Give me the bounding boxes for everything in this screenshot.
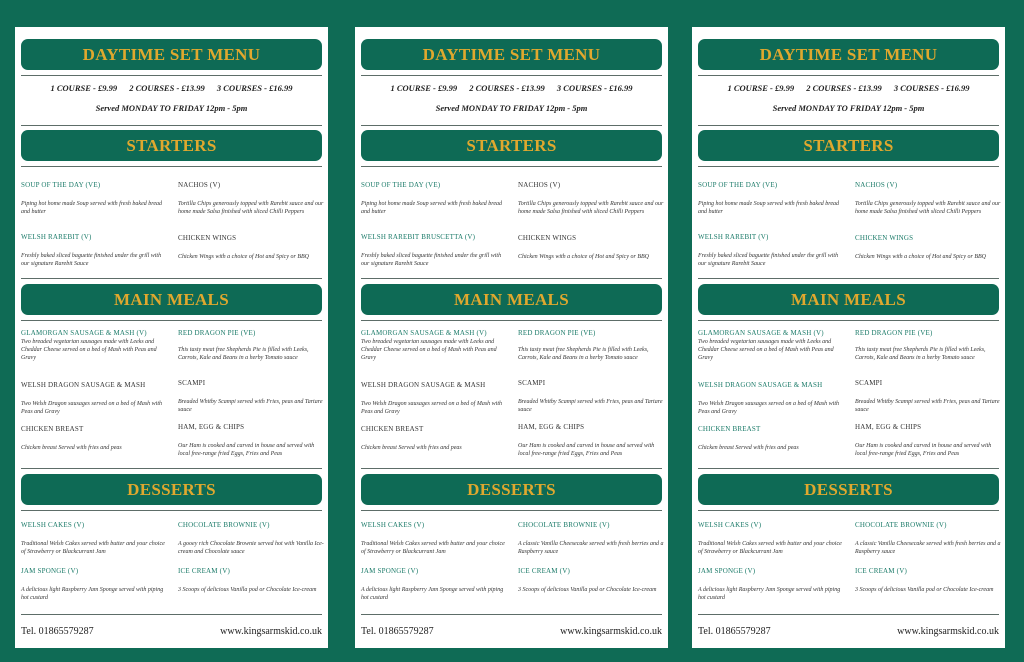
menu-item <box>21 567 169 602</box>
price-list <box>361 83 662 93</box>
menu-item <box>518 567 666 594</box>
divider <box>21 468 322 469</box>
item-description: Chicken Wings with a choice of Hot and Spicy or BBQ <box>518 254 649 260</box>
main-meals-banner: MAIN MEALS <box>698 284 999 315</box>
item-description: Tortilla Chips generously topped with Rarebit sauce and our home made Salsa finished with sliced Chilli Peppers <box>518 201 664 215</box>
item-description: 3 Scoops of delicious Vanilla pod or Chocolate Ice-cream <box>518 587 657 593</box>
item-name: WELSH RAREBIT (V) <box>698 233 769 241</box>
divider <box>361 614 662 615</box>
item-name: GLAMORGAN SAUSAGE & MASH (V) <box>361 329 487 337</box>
price-3-courses: 3 COURSES - £16.99 <box>216 83 293 93</box>
item-description: Freshly baked sliced baguette finished under the grill with our signature Rarebit Sauce <box>698 253 839 267</box>
menu-item <box>855 379 1003 414</box>
item-description: A classic Vanilla Cheesecake served with fresh berries and a Raspberry sauce <box>855 541 1001 555</box>
served-hours: Served MONDAY TO FRIDAY 12pm - 5pm <box>435 103 588 113</box>
divider <box>361 320 662 321</box>
item-name: JAM SPONGE (V) <box>361 567 419 575</box>
item-description: Traditional Welsh Cakes served with butter and your choice of Strawberry or Blackcurrant Jam <box>21 541 165 555</box>
item-description: Chicken breast Served with fries and peas <box>21 445 122 451</box>
item-description: Two Welsh Dragon sausages served on a bed of Mash with Peas and Gravy <box>361 401 502 415</box>
desserts-banner: DESSERTS <box>21 474 322 505</box>
menu-item <box>361 521 509 556</box>
menu-item <box>518 379 666 414</box>
menu-item <box>21 233 169 268</box>
item-description: Two Welsh Dragon sausages served on a bed of Mash with Peas and Gravy <box>698 401 839 415</box>
item-description: Tortilla Chips generously topped with Rarebit sauce and our home made Salsa finished with sliced Chilli Peppers <box>178 201 324 215</box>
divider <box>698 614 999 615</box>
menu-item <box>361 181 509 216</box>
item-description: A delicious light Raspberry Jam Sponge served with piping hot custard <box>361 587 504 601</box>
item-name: SOUP OF THE DAY (VE) <box>698 181 778 189</box>
menu-item <box>855 181 1003 216</box>
footer-phone: Tel. 01865579287 <box>698 626 771 637</box>
item-name: WELSH RAREBIT BRUSCETTA (V) <box>361 233 476 241</box>
price-2-courses: 2 COURSES - £13.99 <box>806 83 882 93</box>
desserts-banner: DESSERTS <box>698 474 999 505</box>
menu-panel-3 <box>692 27 1005 648</box>
menu-item <box>178 234 326 261</box>
footer-phone: Tel. 01865579287 <box>21 626 94 637</box>
item-name: NACHOS (V) <box>518 181 561 189</box>
menu-item <box>361 233 509 268</box>
menu-item <box>855 329 1003 362</box>
menu-item <box>518 181 666 216</box>
price-3-courses: 3 COURSES - £16.99 <box>893 83 970 93</box>
price-list <box>698 83 999 93</box>
divider <box>21 75 322 76</box>
footer-phone: Tel. 01865579287 <box>361 626 434 637</box>
menu-item <box>21 521 169 556</box>
menu-item <box>855 423 1003 458</box>
item-name: GLAMORGAN SAUSAGE & MASH (V) <box>698 329 824 337</box>
divider <box>698 75 999 76</box>
item-name: SOUP OF THE DAY (VE) <box>21 181 101 189</box>
item-name: WELSH RAREBIT (V) <box>21 233 92 241</box>
menu-item <box>361 425 509 452</box>
menu-item <box>698 329 846 362</box>
item-name: WELSH CAKES (V) <box>698 521 762 529</box>
item-name: SCAMPI <box>518 379 546 387</box>
item-name: RED DRAGON PIE (VE) <box>178 329 256 337</box>
divider <box>698 166 999 167</box>
menu-item <box>21 181 169 216</box>
menu-item <box>178 329 326 362</box>
item-name: CHICKEN BREAST <box>698 425 761 433</box>
item-description: Breaded Whitby Scampi served with Fries, peas and Tartare sauce <box>178 399 323 413</box>
menu-item <box>178 521 326 556</box>
item-name: CHOCOLATE BROWNIE (V) <box>178 521 270 529</box>
desserts-banner: DESSERTS <box>361 474 662 505</box>
divider <box>361 75 662 76</box>
starters-banner: STARTERS <box>361 130 662 161</box>
menu-item <box>698 381 846 416</box>
item-description: Two breaded vegetarian sausages made with Leeks and Cheddar Cheese served on a bed of Mash with Peas and Gravy <box>21 339 157 361</box>
divider <box>21 125 322 126</box>
menu-item <box>178 567 326 594</box>
item-name: NACHOS (V) <box>178 181 221 189</box>
menu-item <box>698 521 846 556</box>
item-name: ICE CREAM (V) <box>518 567 570 575</box>
price-2-courses: 2 COURSES - £13.99 <box>129 83 205 93</box>
item-name: WELSH DRAGON SAUSAGE & MASH <box>21 381 146 389</box>
price-3-courses: 3 COURSES - £16.99 <box>556 83 633 93</box>
divider <box>21 166 322 167</box>
divider <box>361 468 662 469</box>
menu-item <box>518 521 666 556</box>
divider <box>361 125 662 126</box>
divider <box>361 510 662 511</box>
menu-item <box>21 381 169 416</box>
main-meals-banner: MAIN MEALS <box>21 284 322 315</box>
divider <box>698 125 999 126</box>
menu-item <box>21 329 169 362</box>
item-name: NACHOS (V) <box>855 181 898 189</box>
menu-item <box>518 329 666 362</box>
item-description: This tasty meat free Shepherds Pie is filled with Leeks, Carrots, Kale and Beans in a herby Tomato sauce <box>518 347 649 361</box>
item-description: Chicken Wings with a choice of Hot and Spicy or BBQ <box>855 254 986 260</box>
item-description: Our Ham is cooked and carved in house and served with local free-range fried Eggs, Fries and Peas <box>518 443 655 457</box>
divider <box>361 278 662 279</box>
menu-item <box>361 381 509 416</box>
menu-item <box>698 567 846 602</box>
item-description: Piping hot home made Soup served with fresh baked bread and butter <box>21 201 163 215</box>
item-name: ICE CREAM (V) <box>855 567 907 575</box>
menu-item <box>855 521 1003 556</box>
item-name: RED DRAGON PIE (VE) <box>855 329 933 337</box>
item-name: HAM, EGG & CHIPS <box>178 423 245 431</box>
item-description: Breaded Whitby Scampi served with Fries, peas and Tartare sauce <box>855 399 1000 413</box>
price-1-course: 1 COURSE - £9.99 <box>727 83 795 93</box>
menu-item <box>518 234 666 261</box>
item-name: SCAMPI <box>855 379 883 387</box>
menu-item <box>178 423 326 458</box>
divider <box>21 510 322 511</box>
divider <box>21 320 322 321</box>
menu-item <box>855 234 1003 261</box>
divider <box>361 166 662 167</box>
item-description: Two Welsh Dragon sausages served on a bed of Mash with Peas and Gravy <box>21 401 162 415</box>
item-description: 3 Scoops of delicious Vanilla pod or Chocolate Ice-cream <box>855 587 994 593</box>
item-description: Our Ham is cooked and carved in house and served with local free-range fried Eggs, Fries and Peas <box>178 443 315 457</box>
divider <box>698 278 999 279</box>
item-name: CHICKEN WINGS <box>518 234 577 242</box>
item-description: Piping hot home made Soup served with fresh baked bread and butter <box>361 201 503 215</box>
item-description: This tasty meat free Shepherds Pie is filled with Leeks, Carrots, Kale and Beans in a herby Tomato sauce <box>178 347 309 361</box>
menu-title-banner: DAYTIME SET MENU <box>361 39 662 70</box>
item-name: SCAMPI <box>178 379 206 387</box>
menu-item <box>698 425 846 452</box>
item-description: A classic Vanilla Cheesecake served with fresh berries and a Raspberry sauce <box>518 541 664 555</box>
divider <box>698 320 999 321</box>
item-name: CHOCOLATE BROWNIE (V) <box>518 521 610 529</box>
item-name: ICE CREAM (V) <box>178 567 230 575</box>
item-description: Two breaded vegetarian sausages made with Leeks and Cheddar Cheese served on a bed of Mash with Peas and Gravy <box>361 339 497 361</box>
item-name: WELSH DRAGON SAUSAGE & MASH <box>361 381 486 389</box>
item-name: JAM SPONGE (V) <box>21 567 79 575</box>
menu-panel-2 <box>355 27 668 648</box>
menu-item <box>178 379 326 414</box>
price-1-course: 1 COURSE - £9.99 <box>390 83 458 93</box>
item-name: SOUP OF THE DAY (VE) <box>361 181 441 189</box>
item-description: A delicious light Raspberry Jam Sponge served with piping hot custard <box>21 587 164 601</box>
item-description: Tortilla Chips generously topped with Rarebit sauce and our home made Salsa finished with sliced Chilli Peppers <box>855 201 1001 215</box>
menu-item <box>178 181 326 216</box>
item-description: Chicken breast Served with fries and peas <box>361 445 462 451</box>
item-name: HAM, EGG & CHIPS <box>518 423 585 431</box>
item-description: Chicken Wings with a choice of Hot and Spicy or BBQ <box>178 254 309 260</box>
divider <box>21 278 322 279</box>
menu-item <box>361 329 509 362</box>
item-name: CHOCOLATE BROWNIE (V) <box>855 521 947 529</box>
item-description: A gooey rich Chocolate Brownie served hot with Vanilla Ice-cream and Chocolate sauce <box>178 541 324 555</box>
item-description: Traditional Welsh Cakes served with butter and your choice of Strawberry or Blackcurrant Jam <box>698 541 842 555</box>
starters-banner: STARTERS <box>21 130 322 161</box>
item-name: JAM SPONGE (V) <box>698 567 756 575</box>
menu-item <box>361 567 509 602</box>
item-name: WELSH CAKES (V) <box>21 521 85 529</box>
menu-item <box>698 181 846 216</box>
divider <box>698 468 999 469</box>
item-description: Freshly baked sliced baguette finished under the grill with our signature Rarebit Sauce <box>21 253 162 267</box>
item-description: Freshly baked sliced baguette finished under the grill with our signature Rarebit Sauce <box>361 253 502 267</box>
starters-banner: STARTERS <box>698 130 999 161</box>
footer-website[interactable]: www.kingsarmskid.co.uk <box>897 626 999 637</box>
item-name: CHICKEN WINGS <box>178 234 237 242</box>
item-description: Breaded Whitby Scampi served with Fries, peas and Tartare sauce <box>518 399 663 413</box>
menu-item <box>21 425 169 452</box>
served-hours: Served MONDAY TO FRIDAY 12pm - 5pm <box>772 103 925 113</box>
menu-item <box>855 567 1003 594</box>
footer-website[interactable]: www.kingsarmskid.co.uk <box>560 626 662 637</box>
menu-item <box>698 233 846 268</box>
item-name: GLAMORGAN SAUSAGE & MASH (V) <box>21 329 147 337</box>
item-description: 3 Scoops of delicious Vanilla pod or Chocolate Ice-cream <box>178 587 317 593</box>
item-name: HAM, EGG & CHIPS <box>855 423 922 431</box>
item-description: This tasty meat free Shepherds Pie is filled with Leeks, Carrots, Kale and Beans in a herby Tomato sauce <box>855 347 986 361</box>
menu-title-banner: DAYTIME SET MENU <box>698 39 999 70</box>
served-hours: Served MONDAY TO FRIDAY 12pm - 5pm <box>95 103 248 113</box>
item-name: CHICKEN BREAST <box>361 425 424 433</box>
menu-item <box>518 423 666 458</box>
divider <box>698 510 999 511</box>
item-name: CHICKEN WINGS <box>855 234 914 242</box>
menu-panel-1 <box>15 27 328 648</box>
item-name: RED DRAGON PIE (VE) <box>518 329 596 337</box>
item-description: Chicken breast Served with fries and peas <box>698 445 799 451</box>
divider <box>21 614 322 615</box>
item-name: WELSH CAKES (V) <box>361 521 425 529</box>
item-description: Piping hot home made Soup served with fresh baked bread and butter <box>698 201 840 215</box>
item-name: CHICKEN BREAST <box>21 425 84 433</box>
menu-title-banner: DAYTIME SET MENU <box>21 39 322 70</box>
item-description: Our Ham is cooked and carved in house and served with local free-range fried Eggs, Fries and Peas <box>855 443 992 457</box>
price-list <box>21 83 322 93</box>
price-2-courses: 2 COURSES - £13.99 <box>469 83 545 93</box>
footer-website[interactable]: www.kingsarmskid.co.uk <box>220 626 322 637</box>
item-name: WELSH DRAGON SAUSAGE & MASH <box>698 381 823 389</box>
price-1-course: 1 COURSE - £9.99 <box>50 83 118 93</box>
main-meals-banner: MAIN MEALS <box>361 284 662 315</box>
item-description: A delicious light Raspberry Jam Sponge served with piping hot custard <box>698 587 841 601</box>
item-description: Traditional Welsh Cakes served with butter and your choice of Strawberry or Blackcurrant Jam <box>361 541 505 555</box>
item-description: Two breaded vegetarian sausages made with Leeks and Cheddar Cheese served on a bed of Mash with Peas and Gravy <box>698 339 834 361</box>
